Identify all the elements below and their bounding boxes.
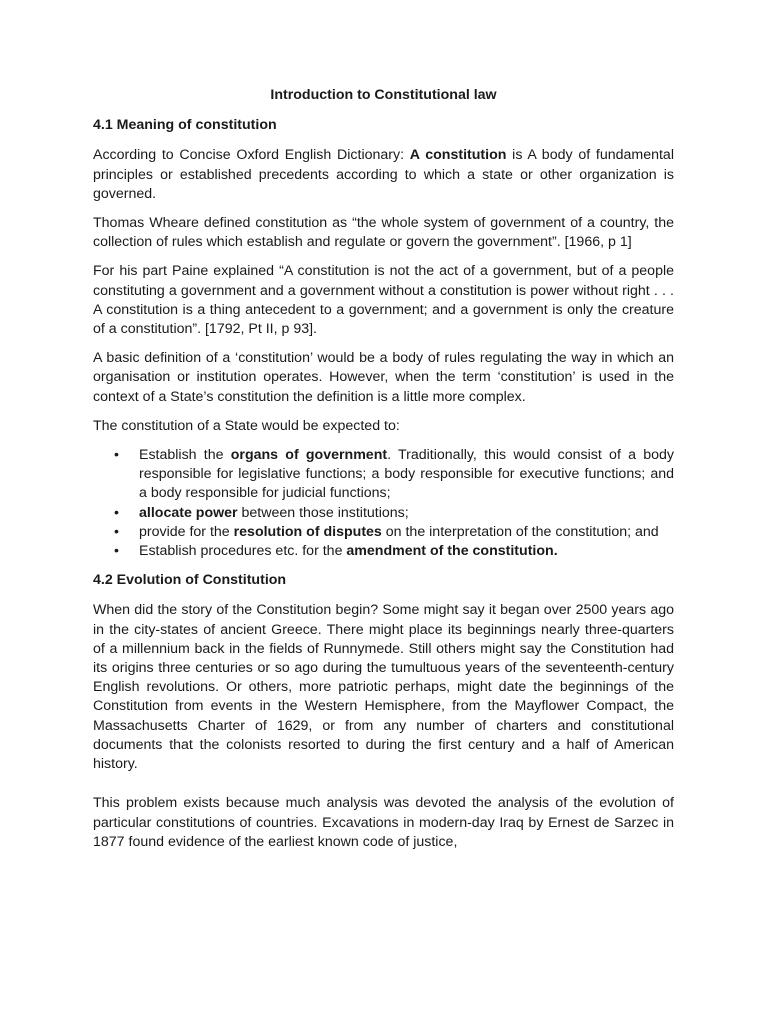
- bold-term: resolution of disputes: [233, 523, 382, 540]
- paragraph-expected-to: The constitution of a State would be expected to:: [93, 417, 400, 434]
- paragraph-oxford-definition: [93, 146, 674, 204]
- section-heading-evolution: 4.2 Evolution of Constitution: [93, 572, 287, 589]
- list-item: [93, 542, 674, 561]
- paragraph-text: According to Concise Oxford English Dictionary:: [93, 147, 410, 164]
- list-item: [93, 504, 674, 523]
- bullet-list: [93, 446, 674, 561]
- paragraph-paine: For his part Paine explained “A constitution is not the act of a government, but of a people constituting a government and a government without a constitution is power without right . . . A constitution is a thing antecedent to a government; and a government is only the creature of a constitution”. [1792, Pt II, p 93].: [93, 263, 674, 338]
- paragraph-basic-definition: A basic definition of a ‘constitution’ would be a body of rules regulating the way in which an organisation or institution operates. However, when the term ‘constitution’ is used in the context of a State’s constitution the definition is a little more complex.: [93, 350, 674, 405]
- paragraph-problem-exists: This problem exists because much analysis was devoted the analysis of the evolution of particular constitutions of countries. Excavations in modern-day Iraq by Ernest de Sarzec in 1877 found evidence of the earliest known code of justice,: [93, 795, 674, 850]
- paragraph-wheare: Thomas Wheare defined constitution as “the whole system of government of a country, the collection of rules which establish and regulate or govern the government”. [1966, p 1]: [93, 215, 674, 251]
- bullet-icon: •: [114, 523, 119, 540]
- paragraph-text: is A body of fundamental principles or established precedents according to which a state or other organization is governed.: [93, 147, 674, 202]
- document-page: [93, 86, 674, 862]
- list-text: . Traditionally, this would consist of a body responsible for legislative functions; a body responsible for executive functions; and a body responsible for judicial functions;: [139, 447, 674, 502]
- document-title: Introduction to Constitutional law: [270, 87, 497, 103]
- bullet-icon: •: [114, 504, 119, 521]
- list-text: on the interpretation of the constitution; and: [381, 523, 659, 540]
- bullet-icon: •: [114, 447, 119, 464]
- list-text: Establish the: [139, 447, 231, 464]
- list-item: [93, 446, 674, 504]
- bullet-icon: •: [114, 543, 119, 560]
- bold-term: organs of government: [230, 447, 388, 464]
- list-text: between those institutions;: [237, 504, 409, 521]
- paragraph-gap: [93, 784, 674, 794]
- bold-term: amendment of the constitution.: [346, 543, 558, 560]
- list-item: [93, 523, 674, 542]
- paragraph-story-begin: When did the story of the Constitution begin? Some might say it began over 2500 years ago in the city-states of ancient Greece. There might place its beginnings nearly three-quarters of a millennium back in the fields of Runnymede. Still others might say the Constitution had its origins three centuries or so ago during the tumultuous years of the seventeenth-century English revolutions. Or others, more patriotic perhaps, might date the beginnings of the Constitution from events in the Western Hemisphere, from the Mayflower Compact, the Massachusetts Charter of 1629, or from any number of charters and constitutional documents that the colonists resorted to during the first century and a half of American history.: [93, 602, 674, 773]
- section-heading-meaning: 4.1 Meaning of constitution: [93, 117, 277, 134]
- bold-term: A constitution: [409, 147, 507, 164]
- list-text: Establish procedures etc. for the: [139, 543, 347, 560]
- bold-term: allocate power: [139, 504, 238, 521]
- list-text: provide for the: [139, 523, 234, 540]
